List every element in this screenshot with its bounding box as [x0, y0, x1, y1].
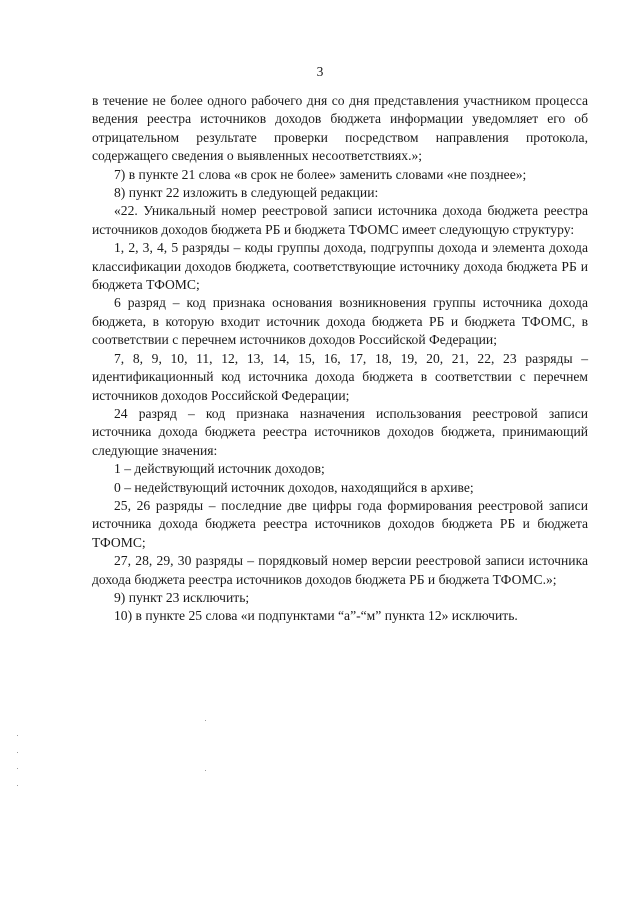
paragraph-item-9: 9) пункт 23 исключить;	[114, 589, 250, 605]
paragraph-digits-25-26: 25, 26 разряды – последние две цифры года формирования реестровой записи источника дохода бюджета реестра источников доходов бюджета РБ и бюджета ТФОМС;	[92, 497, 588, 550]
paragraph-item-7: 7) в пункте 21 слова «в срок не более» заменить словами «не позднее»;	[114, 166, 527, 182]
paragraph-continuation: в течение не более одного рабочего дня со дня представления участником процесса ведения реестра источников доходов бюджета информации уведомляет его об отрицательном результате проверки посредством направления протокола, содержащего сведения о выявленных несоответствиях.»;	[92, 93, 588, 164]
scan-speck	[205, 770, 206, 771]
scan-speck	[17, 785, 18, 786]
paragraph-digit-6: 6 разряд – код признака основания возникновения группы источника дохода бюджета, в которую входит источник дохода бюджета РБ и бюджета ТФОМС, в соответствии с перечнем источников доходов Российской Федерации;	[92, 295, 588, 348]
paragraph-value-1: 1 – действующий источник доходов;	[114, 461, 325, 477]
page-number: 3	[316, 64, 324, 79]
scan-speck	[205, 720, 206, 721]
paragraph-digits-7-23: 7, 8, 9, 10, 11, 12, 13, 14, 15, 16, 17, 18, 19, 20, 21, 22, 23 разряды – идентификационный код источника дохода бюджета в соответствии с перечнем источников доходов Российской Федерации;	[92, 350, 588, 403]
scan-speck	[17, 752, 18, 753]
scan-speck	[17, 768, 18, 769]
paragraph-value-0: 0 – недействующий источник доходов, находящийся в архиве;	[114, 479, 474, 495]
document-body	[92, 92, 588, 626]
paragraph-item-10: 10) в пункте 25 слова «и подпунктами “а”-“м” пункта 12» исключить.	[114, 608, 518, 624]
paragraph-digits-1-5: 1, 2, 3, 4, 5 разряды – коды группы дохода, подгруппы дохода и элемента дохода классификации доходов бюджета, соответствующие источнику дохода бюджета РБ и бюджета ТФОМС;	[92, 240, 588, 293]
paragraph-clause-22: «22. Уникальный номер реестровой записи источника дохода бюджета реестра источников доходов бюджета РБ и бюджета ТФОМС имеет следующую структуру:	[92, 203, 588, 237]
paragraph-digit-24: 24 разряд – код признака назначения использования реестровой записи источника дохода бюджета реестра источников доходов бюджета, принимающий следующие значения:	[92, 405, 588, 458]
scan-speck	[17, 735, 18, 736]
paragraph-digits-27-30: 27, 28, 29, 30 разряды – порядковый номер версии реестровой записи источника дохода бюджета реестра источников доходов бюджета РБ и бюджета ТФОМС.»;	[92, 553, 588, 587]
paragraph-item-8: 8) пункт 22 изложить в следующей редакции:	[114, 185, 379, 201]
